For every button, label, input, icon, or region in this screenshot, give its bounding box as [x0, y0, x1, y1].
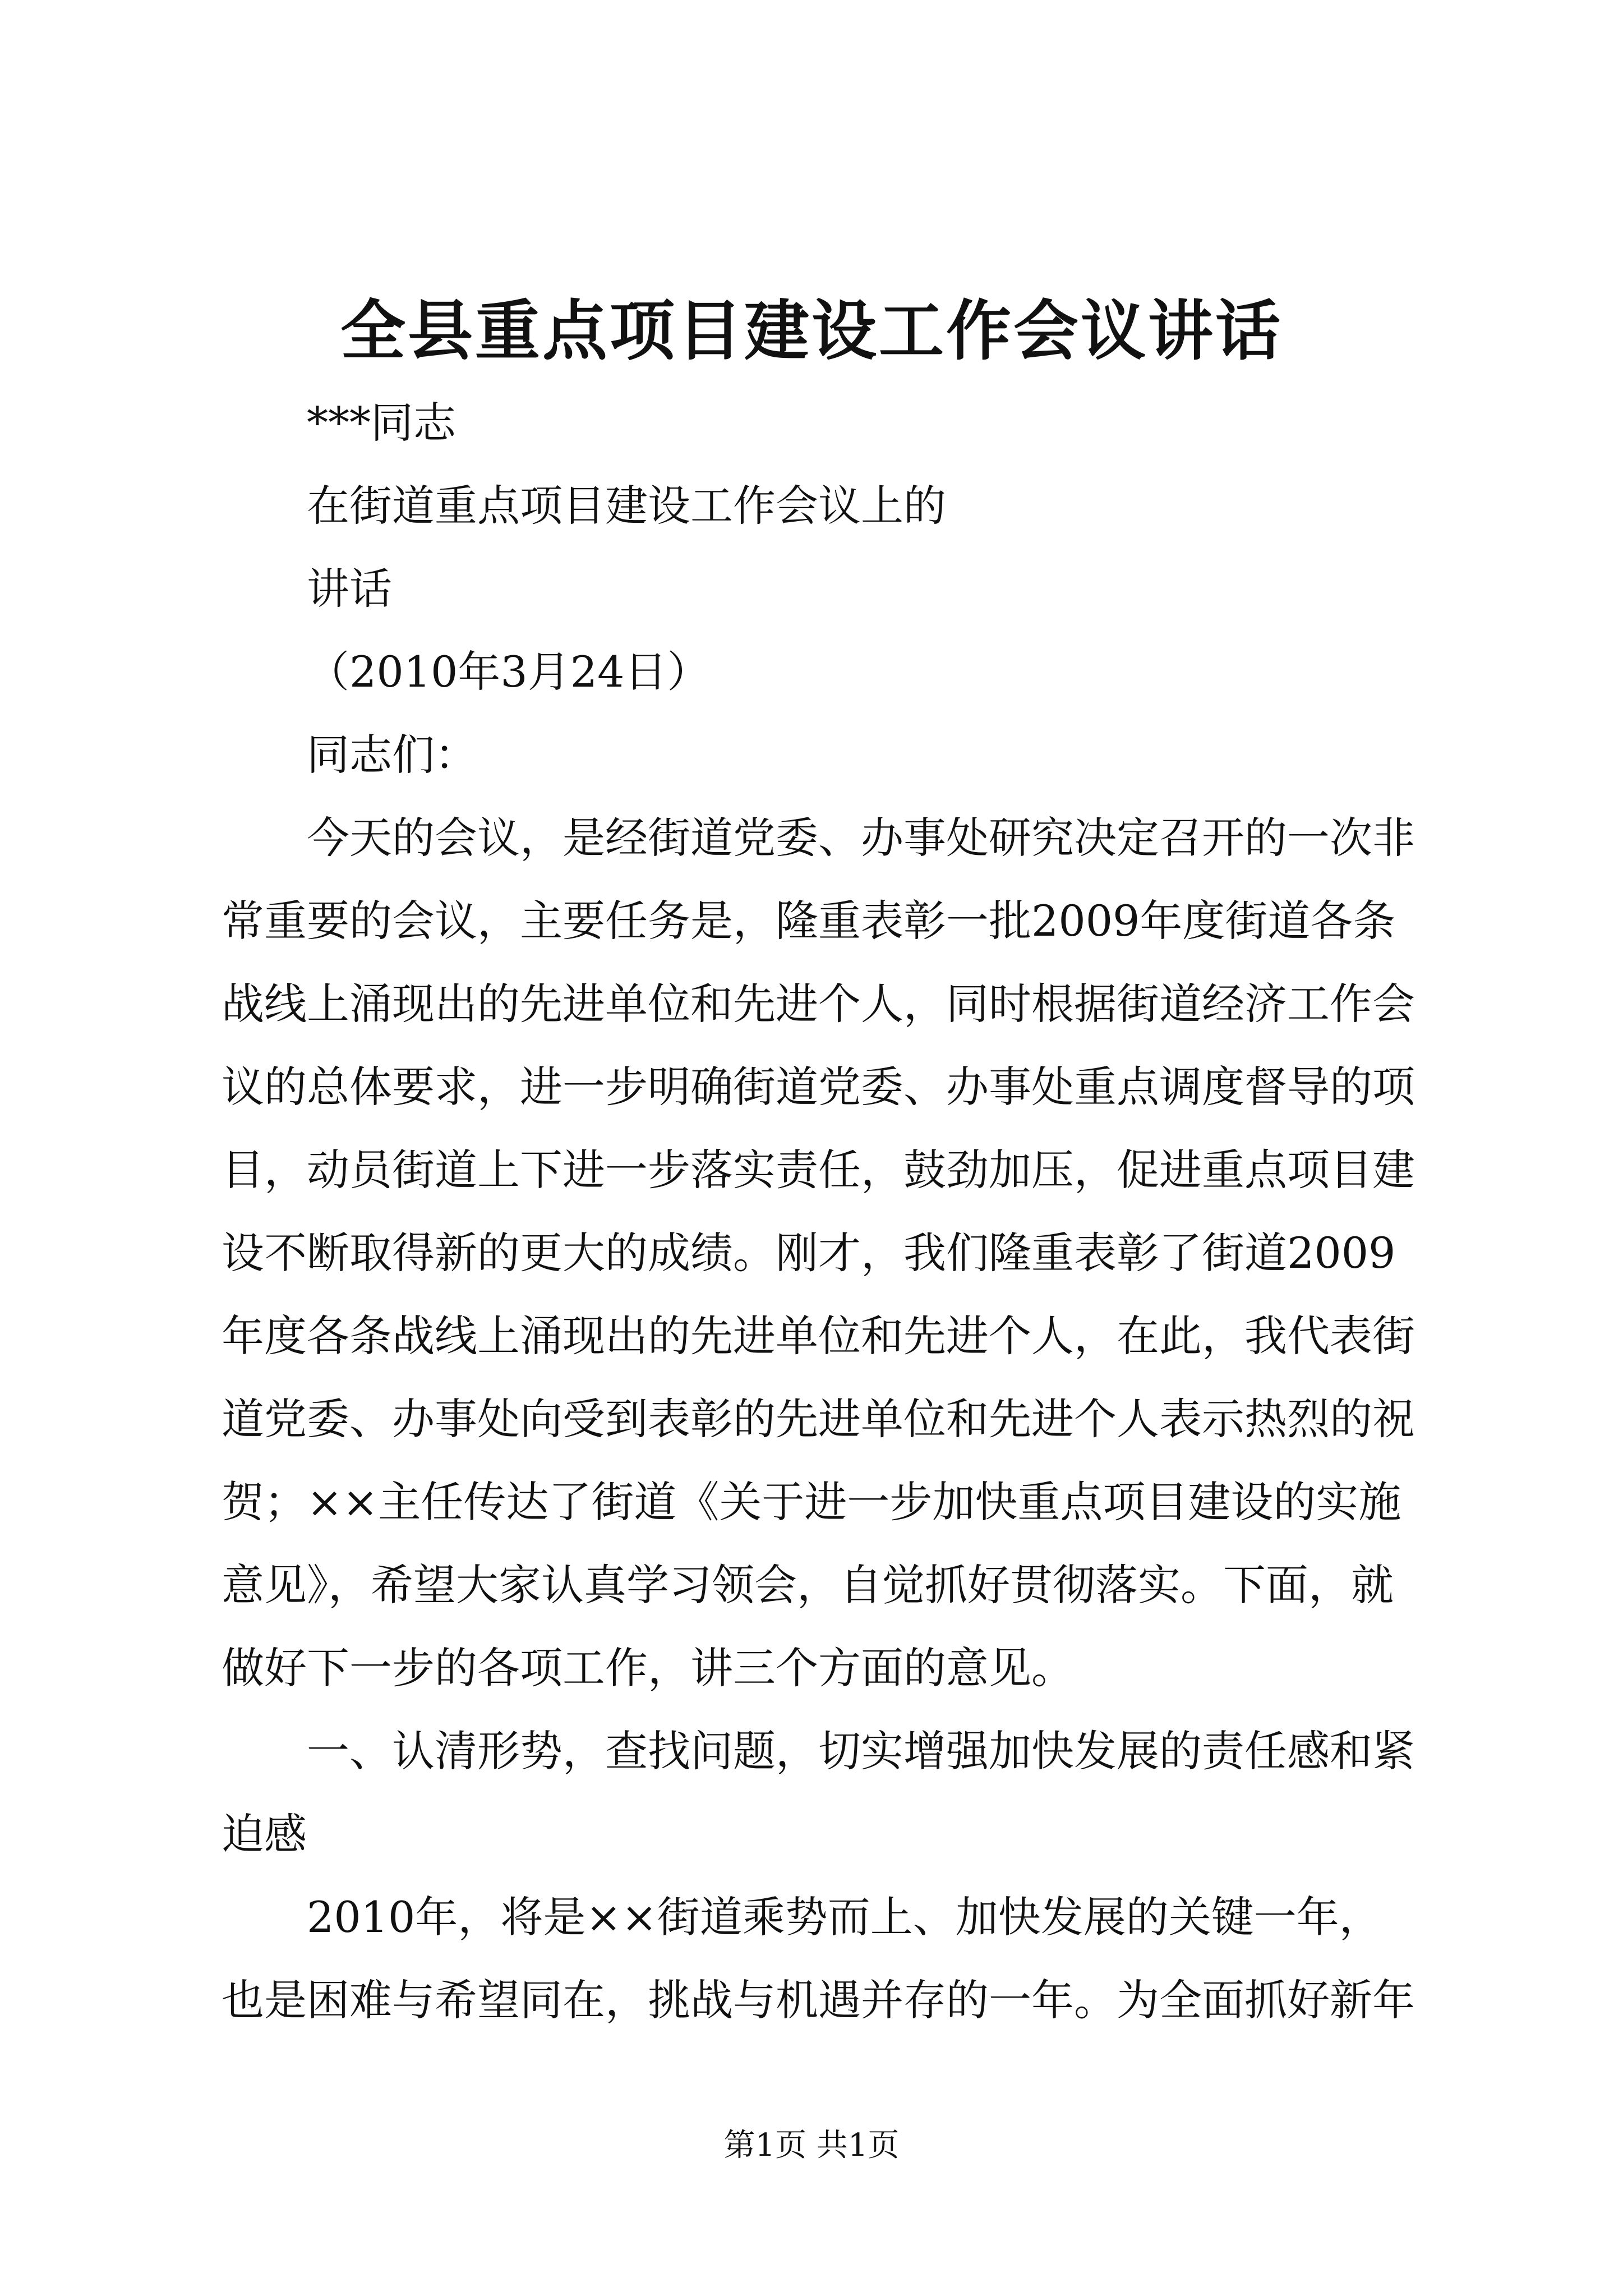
paragraph-1 — [222, 797, 1427, 1710]
paragraph-line: 设不断取得新的更大的成绩。刚才，我们隆重表彰了街道2009 — [222, 1228, 1396, 1278]
paragraph-line: 也是困难与希望同在，挑战与机遇并存的一年。为全面抓好新年 — [222, 1975, 1415, 2025]
document-header-block — [222, 381, 1427, 797]
date-line: （2010年3月24日） — [307, 647, 710, 697]
paragraph-line: 贺；××主任传达了街道《关于进一步加快重点项目建设的实施 — [222, 1477, 1401, 1527]
paragraph-line: 议的总体要求，进一步明确街道党委、办事处重点调度督导的项 — [222, 1062, 1415, 1112]
heading-line: 迫感 — [222, 1809, 307, 1859]
paragraph-line: 年度各条战线上涌现出的先进单位和先进个人，在此，我代表街 — [222, 1311, 1415, 1361]
document-title: 全县重点项目建设工作会议讲话 — [340, 293, 1283, 369]
paragraph-line: 今天的会议，是经街道党委、办事处研究决定召开的一次非 — [307, 813, 1415, 863]
salutation-line: 同志们： — [307, 730, 477, 780]
occasion-line: 在街道重点项目建设工作会议上的 — [307, 481, 946, 531]
paragraph-2 — [222, 1876, 1427, 2042]
paragraph-line: 道党委、办事处向受到表彰的先进单位和先进个人表示热烈的祝 — [222, 1394, 1415, 1444]
paragraph-line: 目，动员街道上下进一步落实责任，鼓劲加压，促进重点项目建 — [222, 1145, 1415, 1195]
page-footer: 第1页 共1页 — [723, 2127, 900, 2164]
paragraph-line: 做好下一步的各项工作，讲三个方面的意见。 — [222, 1643, 1074, 1693]
speech-label-line: 讲话 — [307, 564, 392, 614]
heading-line: 一、认清形势，查找问题，切实增强加快发展的责任感和紧 — [307, 1726, 1415, 1776]
paragraph-line: 意见》，希望大家认真学习领会，自觉抓好贯彻落实。下面，就 — [222, 1560, 1394, 1610]
paragraph-line: 战线上涌现出的先进单位和先进个人，同时根据街道经济工作会 — [222, 979, 1415, 1029]
paragraph-line: 常重要的会议，主要任务是，隆重表彰一批2009年度街道各条 — [222, 896, 1396, 946]
paragraph-line: 2010年，将是××街道乘势而上、加快发展的关键一年， — [307, 1892, 1382, 1942]
speaker-line: ***同志 — [307, 398, 456, 448]
section-1-heading — [222, 1710, 1427, 1876]
